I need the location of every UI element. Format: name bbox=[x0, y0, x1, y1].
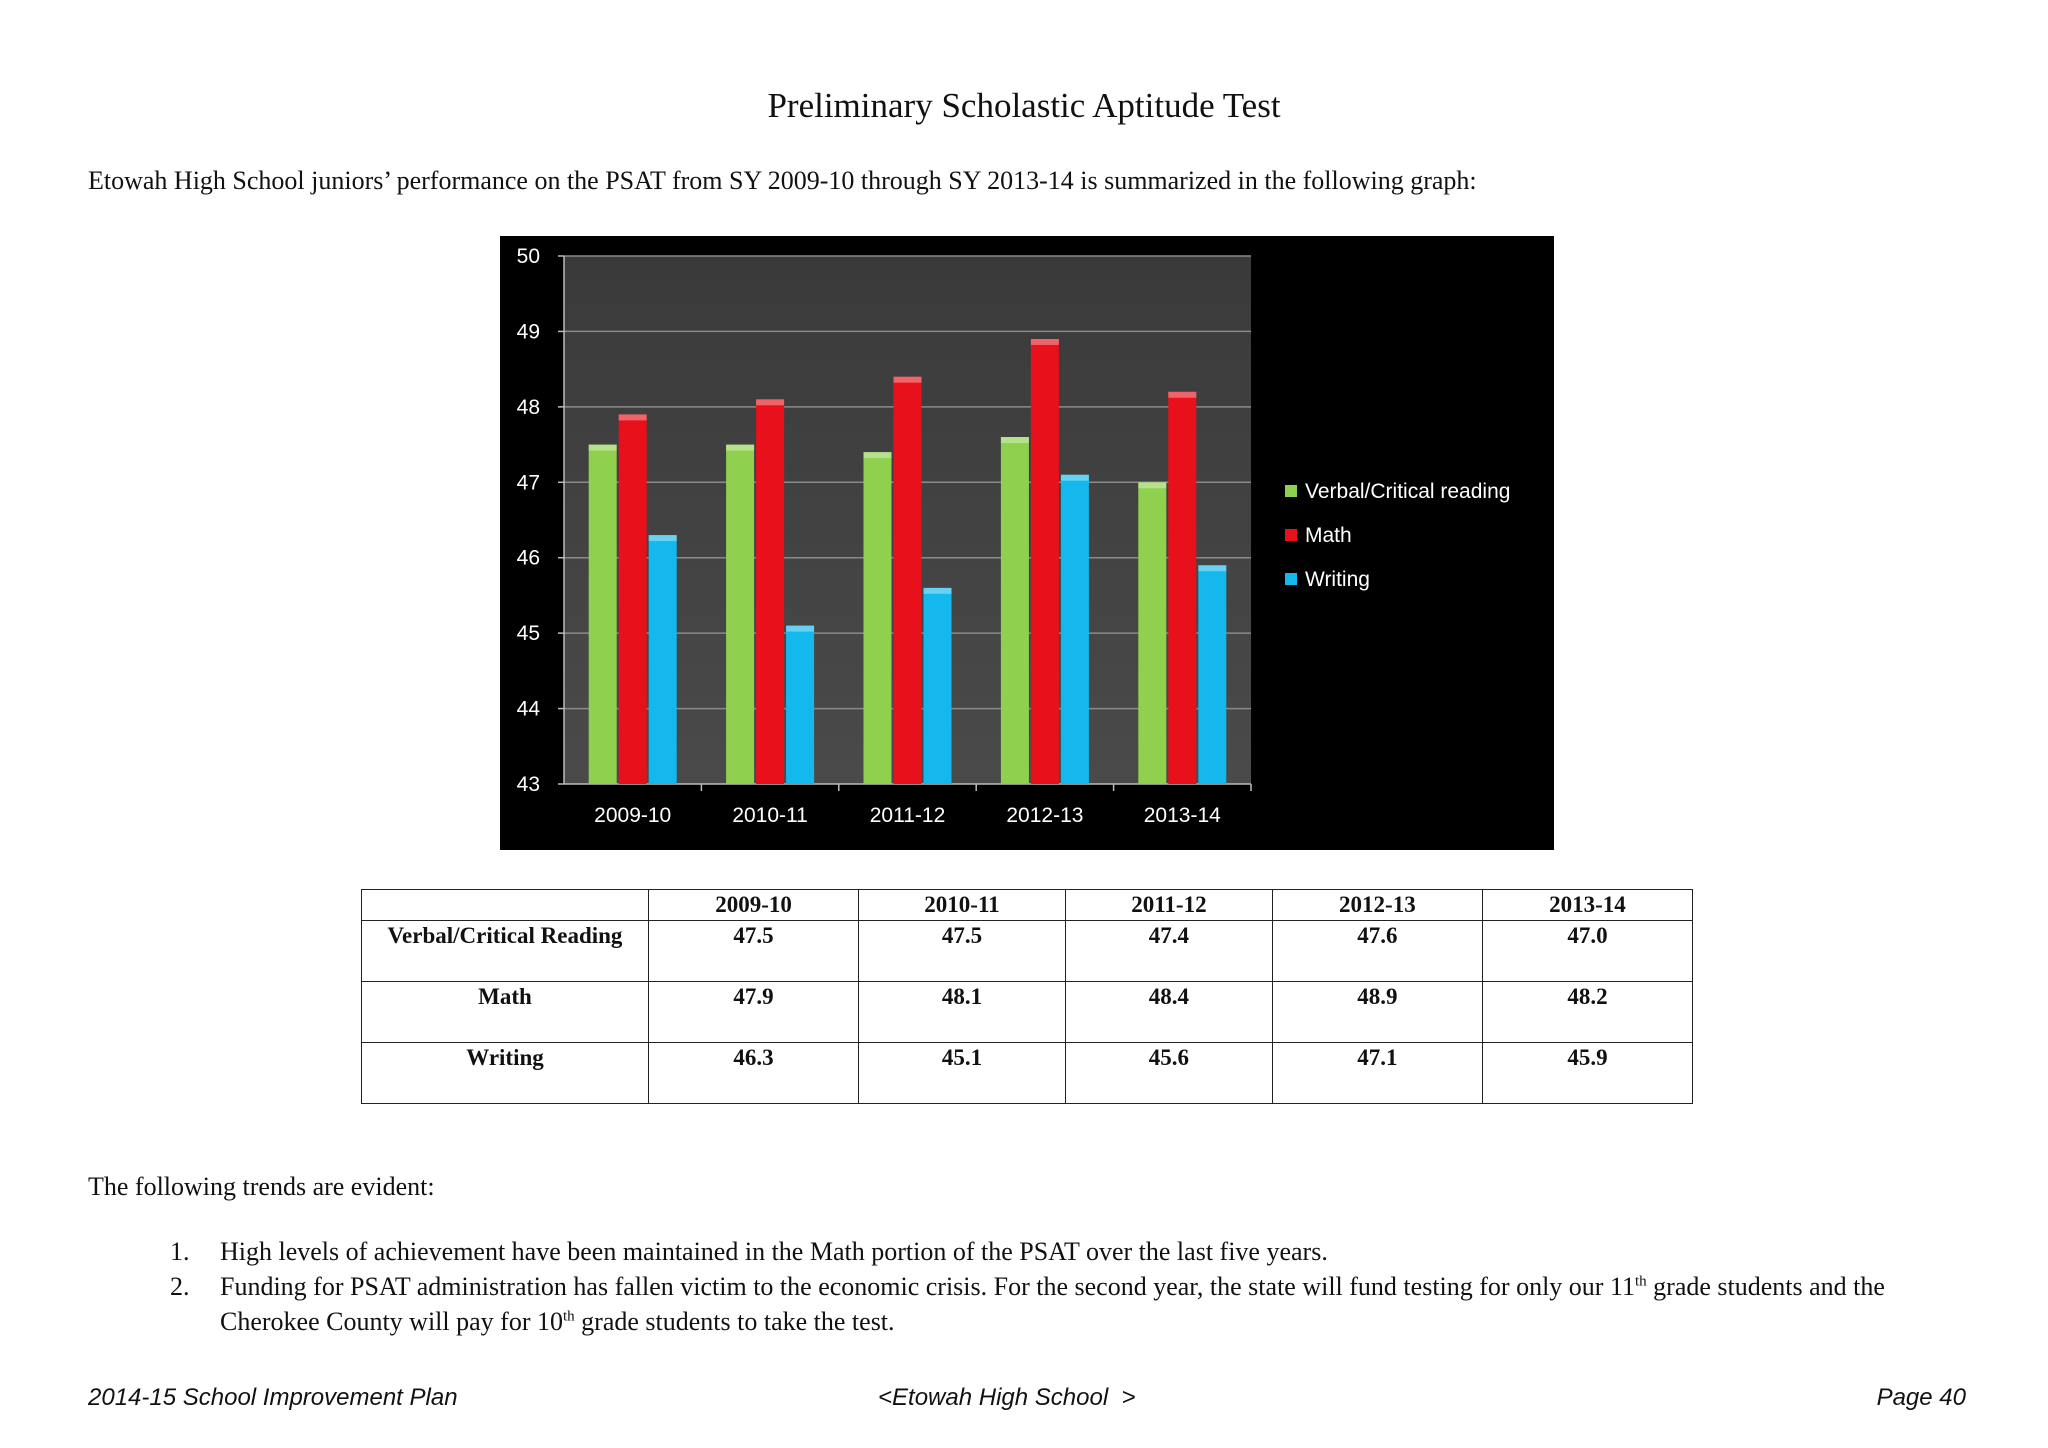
y-tick-label: 46 bbox=[516, 546, 540, 570]
page-title: Preliminary Scholastic Aptitude Test bbox=[767, 86, 1281, 125]
footer-plan-title: 2014-15 School Improvement Plan bbox=[88, 1384, 458, 1411]
bar-highlight bbox=[1138, 482, 1166, 488]
list-text bbox=[220, 1237, 1328, 1266]
bar-highlight bbox=[589, 445, 617, 451]
bar bbox=[1001, 437, 1029, 784]
trends-intro: The following trends are evident: bbox=[88, 1172, 435, 1201]
trend-text-part: grade students to take the test. bbox=[574, 1307, 895, 1336]
table-cell: 45.6 bbox=[1065, 1043, 1272, 1104]
table-cell: 48.9 bbox=[1272, 982, 1482, 1043]
y-tick-label: 45 bbox=[516, 622, 540, 646]
bar-highlight bbox=[1168, 392, 1196, 398]
x-tick-label: 2013-14 bbox=[1143, 804, 1221, 827]
chart-svg bbox=[500, 236, 1554, 850]
y-tick-label: 49 bbox=[516, 320, 540, 344]
table-header-cell: 2010-11 bbox=[859, 890, 1066, 921]
table-cell: 47.0 bbox=[1482, 921, 1692, 982]
bar bbox=[894, 377, 922, 784]
footer-page-number: Page 40 bbox=[1876, 1384, 1966, 1411]
list-item bbox=[170, 1269, 1970, 1339]
table-header-cell: 2011-12 bbox=[1065, 890, 1272, 921]
bar bbox=[589, 445, 617, 784]
list-text bbox=[220, 1272, 1885, 1336]
table-row bbox=[362, 1043, 1693, 1104]
table-header-row bbox=[362, 890, 1693, 921]
bar-highlight bbox=[786, 626, 814, 632]
table-cell: 47.4 bbox=[1065, 921, 1272, 982]
bar bbox=[786, 626, 814, 784]
list-number: 1. bbox=[170, 1237, 190, 1266]
list-item bbox=[170, 1234, 1970, 1269]
bar-highlight bbox=[649, 535, 677, 541]
bar-highlight bbox=[864, 452, 892, 458]
x-tick-label: 2010-11 bbox=[732, 804, 808, 827]
bar-highlight bbox=[1001, 437, 1029, 443]
row-label: Writing bbox=[362, 1043, 649, 1104]
table-cell: 48.1 bbox=[859, 982, 1066, 1043]
table-header-cell: 2013-14 bbox=[1482, 890, 1692, 921]
legend-label: Verbal/Critical reading bbox=[1305, 480, 1511, 503]
y-tick-label: 44 bbox=[516, 697, 540, 721]
table-row bbox=[362, 921, 1693, 982]
bar-highlight bbox=[756, 399, 784, 405]
trend-text-part: Funding for PSAT administration has fallen victim to the economic crisis. For the second year, the state will fund testing for only our 11 bbox=[220, 1272, 1635, 1301]
bar-highlight bbox=[619, 414, 647, 420]
bar bbox=[726, 445, 754, 784]
table-cell: 47.5 bbox=[859, 921, 1066, 982]
bar bbox=[1031, 339, 1059, 784]
bar-highlight bbox=[924, 588, 952, 594]
bar-highlight bbox=[894, 377, 922, 383]
bar-highlight bbox=[726, 445, 754, 451]
table-cell: 47.9 bbox=[649, 982, 859, 1043]
table-cell: 46.3 bbox=[649, 1043, 859, 1104]
legend-label: Math bbox=[1305, 524, 1352, 547]
bar bbox=[864, 452, 892, 784]
table-cell: 48.4 bbox=[1065, 982, 1272, 1043]
bar bbox=[1168, 392, 1196, 784]
row-label: Math bbox=[362, 982, 649, 1043]
footer-school-name: <Etowah High School > bbox=[878, 1384, 1136, 1411]
bar bbox=[756, 399, 784, 784]
bar bbox=[924, 588, 952, 784]
row-label: Verbal/Critical Reading bbox=[362, 921, 649, 982]
legend-label: Writing bbox=[1305, 568, 1370, 591]
y-tick-label: 50 bbox=[516, 245, 540, 268]
table-header-cell bbox=[362, 890, 649, 921]
intro-paragraph: Etowah High School juniors’ performance on the PSAT from SY 2009-10 through SY 2013-14 is summarized in the following graph: bbox=[88, 166, 1477, 195]
bar bbox=[1198, 565, 1226, 784]
bar bbox=[619, 414, 647, 784]
bar-highlight bbox=[1061, 475, 1089, 481]
y-tick-label: 43 bbox=[516, 773, 540, 796]
bar-highlight bbox=[1031, 339, 1059, 345]
legend-swatch bbox=[1285, 573, 1297, 585]
psat-bar-chart bbox=[500, 236, 1554, 850]
ordinal-superscript: th bbox=[563, 1308, 575, 1325]
x-tick-label: 2011-12 bbox=[869, 804, 946, 827]
x-tick-label: 2009-10 bbox=[594, 804, 672, 827]
trend-text-part: High levels of achievement have been maintained in the Math portion of the PSAT over the last five years. bbox=[220, 1237, 1328, 1266]
y-tick-label: 47 bbox=[516, 471, 540, 495]
trends-list bbox=[170, 1234, 1970, 1339]
x-tick-label: 2012-13 bbox=[1006, 804, 1084, 827]
table-header-cell: 2009-10 bbox=[649, 890, 859, 921]
table-cell: 47.1 bbox=[1272, 1043, 1482, 1104]
legend-swatch bbox=[1285, 485, 1297, 497]
list-number: 2. bbox=[170, 1272, 190, 1301]
bar bbox=[649, 535, 677, 784]
legend-swatch bbox=[1285, 529, 1297, 541]
table-cell: 47.5 bbox=[649, 921, 859, 982]
trend-text-part: grade students and the Cherokee County will pay for 10 bbox=[220, 1272, 1885, 1336]
table-row bbox=[362, 982, 1693, 1043]
y-tick-label: 48 bbox=[516, 395, 540, 419]
table-header-cell: 2012-13 bbox=[1272, 890, 1482, 921]
table-cell: 45.1 bbox=[859, 1043, 1066, 1104]
table-cell: 48.2 bbox=[1482, 982, 1692, 1043]
table-cell: 45.9 bbox=[1482, 1043, 1692, 1104]
scores-table bbox=[361, 889, 1693, 1104]
bar-highlight bbox=[1198, 565, 1226, 571]
ordinal-superscript: th bbox=[1635, 1273, 1647, 1290]
table-cell: 47.6 bbox=[1272, 921, 1482, 982]
bar bbox=[1061, 475, 1089, 784]
bar bbox=[1138, 482, 1166, 784]
